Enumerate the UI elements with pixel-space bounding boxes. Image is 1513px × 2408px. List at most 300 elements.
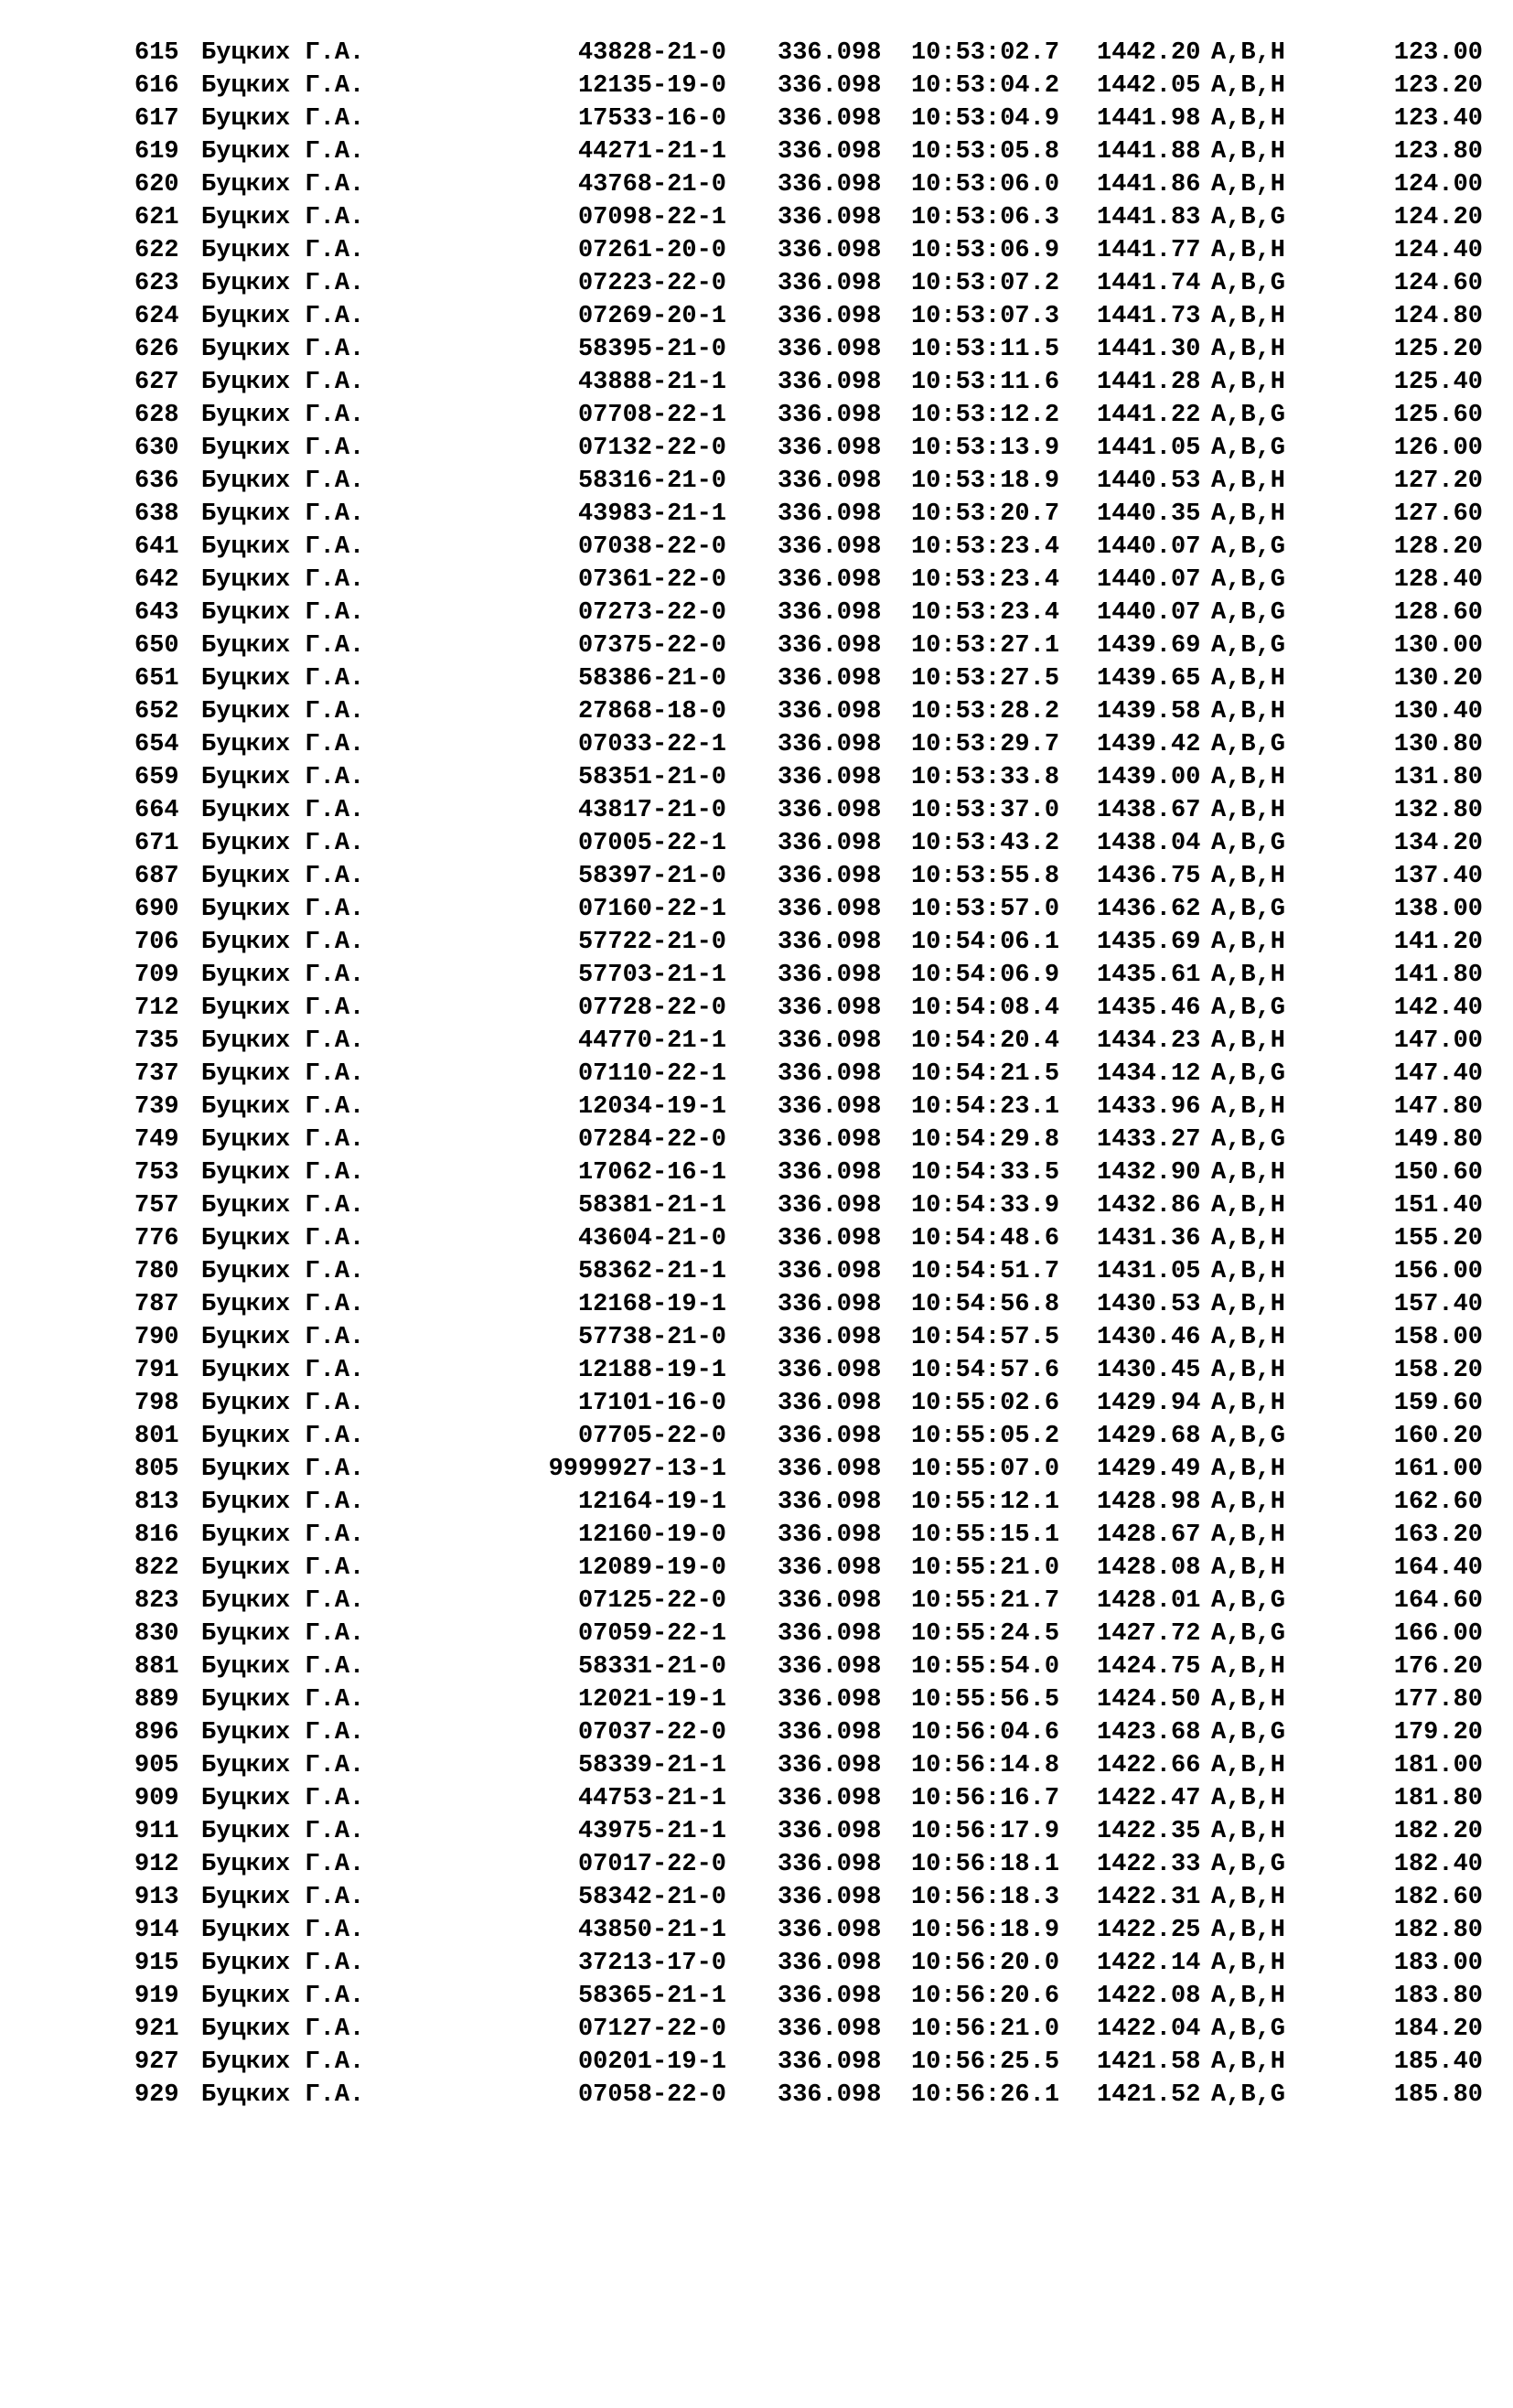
record-id: 58365-21-1: [577, 1983, 726, 2010]
record-id: 12164-19-1: [577, 1489, 726, 1516]
measure-value: 1422.66: [1097, 1752, 1201, 1779]
participant-name: Буцких Г.А.: [201, 2016, 365, 2043]
record-id: 07017-22-0: [577, 1851, 726, 1878]
frequency-value: 336.098: [778, 1357, 882, 1384]
participant-name: Буцких Г.А.: [201, 962, 365, 989]
class-codes: A,B,H: [1211, 1917, 1286, 1944]
table-row: [0, 1321, 1513, 1354]
record-id: 58339-21-1: [577, 1752, 726, 1779]
score-value: 162.60: [1393, 1489, 1483, 1516]
table-row: [0, 992, 1513, 1025]
row-number: 911: [134, 1818, 179, 1845]
table-row: [0, 629, 1513, 662]
row-number: 813: [134, 1489, 179, 1516]
record-id: 58386-21-0: [577, 665, 726, 693]
score-value: 185.80: [1393, 2081, 1483, 2109]
class-codes: A,B,H: [1211, 665, 1286, 693]
row-number: 909: [134, 1785, 179, 1812]
participant-name: Буцких Г.А.: [201, 1489, 365, 1516]
row-number: 905: [134, 1752, 179, 1779]
participant-name: Буцких Г.А.: [201, 171, 365, 199]
score-value: 132.80: [1393, 797, 1483, 824]
frequency-value: 336.098: [778, 797, 882, 824]
class-codes: A,B,H: [1211, 1357, 1286, 1384]
frequency-value: 336.098: [778, 171, 882, 199]
class-codes: A,B,G: [1211, 1423, 1286, 1450]
measure-value: 1442.20: [1097, 39, 1201, 67]
time-value: 10:53:07.3: [911, 303, 1060, 330]
measure-value: 1422.04: [1097, 2016, 1201, 2043]
measure-value: 1429.49: [1097, 1456, 1201, 1483]
class-codes: A,B,H: [1211, 1983, 1286, 2010]
measure-value: 1433.96: [1097, 1093, 1201, 1121]
time-value: 10:54:33.9: [911, 1192, 1060, 1220]
class-codes: A,B,G: [1211, 1587, 1286, 1615]
table-row: [0, 1189, 1513, 1222]
row-number: 627: [134, 369, 179, 396]
measure-value: 1431.05: [1097, 1258, 1201, 1285]
row-number: 638: [134, 500, 179, 528]
measure-value: 1428.08: [1097, 1554, 1201, 1582]
record-id: 07110-22-1: [577, 1060, 726, 1088]
class-codes: A,B,H: [1211, 1258, 1286, 1285]
participant-name: Буцких Г.А.: [201, 632, 365, 660]
measure-value: 1429.94: [1097, 1390, 1201, 1417]
table-row: [0, 1914, 1513, 1947]
time-value: 10:53:06.3: [911, 204, 1060, 231]
measure-value: 1431.36: [1097, 1225, 1201, 1252]
score-value: 127.60: [1393, 500, 1483, 528]
table-row: [0, 1156, 1513, 1189]
class-codes: A,B,H: [1211, 2048, 1286, 2076]
participant-name: Буцких Г.А.: [201, 1291, 365, 1318]
row-number: 615: [134, 39, 179, 67]
row-number: 630: [134, 435, 179, 462]
frequency-value: 336.098: [778, 39, 882, 67]
frequency-value: 336.098: [778, 1390, 882, 1417]
score-value: 128.20: [1393, 533, 1483, 561]
frequency-value: 336.098: [778, 2048, 882, 2076]
time-value: 10:54:48.6: [911, 1225, 1060, 1252]
measure-value: 1441.83: [1097, 204, 1201, 231]
table-row: [0, 1716, 1513, 1749]
participant-name: Буцких Г.А.: [201, 468, 365, 495]
participant-name: Буцких Г.А.: [201, 1456, 365, 1483]
table-row: [0, 1585, 1513, 1618]
time-value: 10:53:07.2: [911, 270, 1060, 297]
frequency-value: 336.098: [778, 237, 882, 264]
measure-value: 1422.25: [1097, 1917, 1201, 1944]
time-value: 10:53:33.8: [911, 764, 1060, 791]
record-id: 07059-22-1: [577, 1620, 726, 1648]
time-value: 10:53:06.9: [911, 237, 1060, 264]
record-id: 12135-19-0: [577, 72, 726, 100]
frequency-value: 336.098: [778, 1884, 882, 1911]
row-number: 643: [134, 599, 179, 627]
score-value: 179.20: [1393, 1719, 1483, 1747]
class-codes: A,B,G: [1211, 1060, 1286, 1088]
frequency-value: 336.098: [778, 1686, 882, 1714]
frequency-value: 336.098: [778, 1159, 882, 1187]
score-value: 160.20: [1393, 1423, 1483, 1450]
class-codes: A,B,H: [1211, 1818, 1286, 1845]
record-id: 43983-21-1: [577, 500, 726, 528]
measure-value: 1440.53: [1097, 468, 1201, 495]
record-id: 12160-19-0: [577, 1521, 726, 1549]
time-value: 10:54:23.1: [911, 1093, 1060, 1121]
measure-value: 1439.42: [1097, 731, 1201, 758]
row-number: 664: [134, 797, 179, 824]
row-number: 620: [134, 171, 179, 199]
row-number: 671: [134, 830, 179, 857]
measure-value: 1441.28: [1097, 369, 1201, 396]
participant-name: Буцких Г.А.: [201, 1620, 365, 1648]
measure-value: 1441.77: [1097, 237, 1201, 264]
record-id: 43817-21-0: [577, 797, 726, 824]
participant-name: Буцких Г.А.: [201, 566, 365, 594]
score-value: 151.40: [1393, 1192, 1483, 1220]
row-number: 896: [134, 1719, 179, 1747]
record-id: 58342-21-0: [577, 1884, 726, 1911]
time-value: 10:54:06.1: [911, 929, 1060, 956]
measure-value: 1424.75: [1097, 1653, 1201, 1681]
class-codes: A,B,H: [1211, 698, 1286, 726]
participant-name: Буцких Г.А.: [201, 929, 365, 956]
row-number: 739: [134, 1093, 179, 1121]
row-number: 822: [134, 1554, 179, 1582]
class-codes: A,B,G: [1211, 2081, 1286, 2109]
class-codes: A,B,H: [1211, 468, 1286, 495]
frequency-value: 336.098: [778, 1027, 882, 1055]
table-row: [0, 201, 1513, 234]
time-value: 10:53:02.7: [911, 39, 1060, 67]
record-id: 58351-21-0: [577, 764, 726, 791]
row-number: 889: [134, 1686, 179, 1714]
time-value: 10:54:29.8: [911, 1126, 1060, 1154]
frequency-value: 336.098: [778, 599, 882, 627]
frequency-value: 336.098: [778, 1917, 882, 1944]
time-value: 10:53:06.0: [911, 171, 1060, 199]
score-value: 123.00: [1393, 39, 1483, 67]
row-number: 642: [134, 566, 179, 594]
time-value: 10:55:15.1: [911, 1521, 1060, 1549]
class-codes: A,B,G: [1211, 632, 1286, 660]
table-row: [0, 1749, 1513, 1782]
measure-value: 1438.67: [1097, 797, 1201, 824]
participant-name: Буцких Г.А.: [201, 1521, 365, 1549]
frequency-value: 336.098: [778, 1192, 882, 1220]
record-id: 12188-19-1: [577, 1357, 726, 1384]
row-number: 790: [134, 1324, 179, 1351]
record-id: 43850-21-1: [577, 1917, 726, 1944]
frequency-value: 336.098: [778, 764, 882, 791]
score-value: 150.60: [1393, 1159, 1483, 1187]
record-id: 07038-22-0: [577, 533, 726, 561]
participant-name: Буцких Г.А.: [201, 698, 365, 726]
table-row: [0, 1453, 1513, 1486]
class-codes: A,B,H: [1211, 797, 1286, 824]
row-number: 659: [134, 764, 179, 791]
table-row: [0, 1255, 1513, 1288]
score-value: 125.20: [1393, 336, 1483, 363]
table-row: [0, 1091, 1513, 1123]
record-id: 07005-22-1: [577, 830, 726, 857]
score-value: 183.00: [1393, 1950, 1483, 1977]
participant-name: Буцких Г.А.: [201, 1587, 365, 1615]
frequency-value: 336.098: [778, 303, 882, 330]
participant-name: Буцких Г.А.: [201, 237, 365, 264]
row-number: 616: [134, 72, 179, 100]
frequency-value: 336.098: [778, 962, 882, 989]
time-value: 10:56:20.0: [911, 1950, 1060, 1977]
record-id: 17101-16-0: [577, 1390, 726, 1417]
class-codes: A,B,G: [1211, 994, 1286, 1022]
record-id: 43828-21-0: [577, 39, 726, 67]
measure-value: 1440.35: [1097, 500, 1201, 528]
row-number: 919: [134, 1983, 179, 2010]
frequency-value: 336.098: [778, 1752, 882, 1779]
score-value: 164.60: [1393, 1587, 1483, 1615]
frequency-value: 336.098: [778, 698, 882, 726]
record-id: 27868-18-0: [577, 698, 726, 726]
class-codes: A,B,H: [1211, 72, 1286, 100]
time-value: 10:53:20.7: [911, 500, 1060, 528]
time-value: 10:55:12.1: [911, 1489, 1060, 1516]
frequency-value: 336.098: [778, 1324, 882, 1351]
table-row: [0, 37, 1513, 70]
measure-value: 1441.88: [1097, 138, 1201, 166]
table-row: [0, 102, 1513, 135]
row-number: 636: [134, 468, 179, 495]
class-codes: A,B,H: [1211, 1785, 1286, 1812]
participant-name: Буцких Г.А.: [201, 435, 365, 462]
table-row: [0, 1222, 1513, 1255]
table-row: [0, 1123, 1513, 1156]
row-number: 830: [134, 1620, 179, 1648]
record-id: 07728-22-0: [577, 994, 726, 1022]
record-id: 17062-16-1: [577, 1159, 726, 1187]
frequency-value: 336.098: [778, 468, 882, 495]
measure-value: 1423.68: [1097, 1719, 1201, 1747]
frequency-value: 336.098: [778, 1225, 882, 1252]
record-id: 17533-16-0: [577, 105, 726, 133]
score-value: 141.20: [1393, 929, 1483, 956]
record-id: 07098-22-1: [577, 204, 726, 231]
frequency-value: 336.098: [778, 731, 882, 758]
frequency-value: 336.098: [778, 138, 882, 166]
table-row: [0, 1420, 1513, 1453]
row-number: 749: [134, 1126, 179, 1154]
participant-name: Буцких Г.А.: [201, 1093, 365, 1121]
row-number: 641: [134, 533, 179, 561]
frequency-value: 336.098: [778, 994, 882, 1022]
measure-value: 1441.98: [1097, 105, 1201, 133]
class-codes: A,B,H: [1211, 303, 1286, 330]
table-row: [0, 1618, 1513, 1650]
table-row: [0, 597, 1513, 629]
record-id: 07261-20-0: [577, 237, 726, 264]
class-codes: A,B,H: [1211, 1653, 1286, 1681]
score-value: 127.20: [1393, 468, 1483, 495]
measure-value: 1422.08: [1097, 1983, 1201, 2010]
participant-name: Буцких Г.А.: [201, 500, 365, 528]
participant-name: Буцких Г.А.: [201, 1159, 365, 1187]
record-id: 12089-19-0: [577, 1554, 726, 1582]
participant-name: Буцких Г.А.: [201, 1225, 365, 1252]
measure-value: 1439.65: [1097, 665, 1201, 693]
time-value: 10:54:06.9: [911, 962, 1060, 989]
time-value: 10:56:17.9: [911, 1818, 1060, 1845]
score-value: 123.40: [1393, 105, 1483, 133]
participant-name: Буцких Г.А.: [201, 764, 365, 791]
participant-name: Буцких Г.А.: [201, 72, 365, 100]
measure-value: 1422.14: [1097, 1950, 1201, 1977]
frequency-value: 336.098: [778, 1521, 882, 1549]
score-value: 176.20: [1393, 1653, 1483, 1681]
participant-name: Буцких Г.А.: [201, 599, 365, 627]
time-value: 10:56:20.6: [911, 1983, 1060, 2010]
score-value: 161.00: [1393, 1456, 1483, 1483]
time-value: 10:56:25.5: [911, 2048, 1060, 2076]
record-id: 07269-20-1: [577, 303, 726, 330]
measure-value: 1424.50: [1097, 1686, 1201, 1714]
record-id: 43604-21-0: [577, 1225, 726, 1252]
frequency-value: 336.098: [778, 1423, 882, 1450]
class-codes: A,B,H: [1211, 1192, 1286, 1220]
frequency-value: 336.098: [778, 929, 882, 956]
frequency-value: 336.098: [778, 1060, 882, 1088]
score-value: 147.80: [1393, 1093, 1483, 1121]
score-value: 130.40: [1393, 698, 1483, 726]
participant-name: Буцких Г.А.: [201, 1785, 365, 1812]
table-row: [0, 333, 1513, 366]
class-codes: A,B,H: [1211, 1390, 1286, 1417]
record-id: 07132-22-0: [577, 435, 726, 462]
table-row: [0, 564, 1513, 597]
time-value: 10:55:54.0: [911, 1653, 1060, 1681]
frequency-value: 336.098: [778, 2081, 882, 2109]
frequency-value: 336.098: [778, 863, 882, 890]
participant-name: Буцких Г.А.: [201, 1324, 365, 1351]
frequency-value: 336.098: [778, 830, 882, 857]
time-value: 10:53:11.6: [911, 369, 1060, 396]
record-id: 9999927-13-1: [548, 1456, 726, 1483]
table-row: [0, 662, 1513, 695]
frequency-value: 336.098: [778, 665, 882, 693]
class-codes: A,B,G: [1211, 204, 1286, 231]
record-id: 44753-21-1: [577, 1785, 726, 1812]
time-value: 10:53:23.4: [911, 533, 1060, 561]
table-row: [0, 926, 1513, 959]
record-id: 37213-17-0: [577, 1950, 726, 1977]
class-codes: A,B,H: [1211, 1324, 1286, 1351]
results-table: [0, 37, 1513, 2112]
frequency-value: 336.098: [778, 1653, 882, 1681]
frequency-value: 336.098: [778, 566, 882, 594]
score-value: 128.40: [1393, 566, 1483, 594]
frequency-value: 336.098: [778, 1851, 882, 1878]
row-number: 914: [134, 1917, 179, 1944]
row-number: 709: [134, 962, 179, 989]
participant-name: Буцких Г.А.: [201, 1423, 365, 1450]
participant-name: Буцких Г.А.: [201, 1983, 365, 2010]
table-row: [0, 1387, 1513, 1420]
score-value: 149.80: [1393, 1126, 1483, 1154]
record-id: 58397-21-0: [577, 863, 726, 890]
class-codes: A,B,H: [1211, 1521, 1286, 1549]
measure-value: 1421.52: [1097, 2081, 1201, 2109]
time-value: 10:53:27.5: [911, 665, 1060, 693]
measure-value: 1421.58: [1097, 2048, 1201, 2076]
time-value: 10:53:18.9: [911, 468, 1060, 495]
class-codes: A,B,G: [1211, 1851, 1286, 1878]
class-codes: A,B,G: [1211, 1126, 1286, 1154]
class-codes: A,B,H: [1211, 369, 1286, 396]
time-value: 10:56:26.1: [911, 2081, 1060, 2109]
class-codes: A,B,G: [1211, 896, 1286, 923]
row-number: 619: [134, 138, 179, 166]
frequency-value: 336.098: [778, 632, 882, 660]
score-value: 123.20: [1393, 72, 1483, 100]
class-codes: A,B,G: [1211, 1620, 1286, 1648]
row-number: 929: [134, 2081, 179, 2109]
participant-name: Буцких Г.А.: [201, 1851, 365, 1878]
time-value: 10:54:51.7: [911, 1258, 1060, 1285]
measure-value: 1434.23: [1097, 1027, 1201, 1055]
table-row: [0, 70, 1513, 102]
table-row: [0, 1815, 1513, 1848]
participant-name: Буцких Г.А.: [201, 1390, 365, 1417]
class-codes: A,B,H: [1211, 171, 1286, 199]
class-codes: A,B,H: [1211, 764, 1286, 791]
row-number: 617: [134, 105, 179, 133]
frequency-value: 336.098: [778, 204, 882, 231]
record-id: 12168-19-1: [577, 1291, 726, 1318]
table-row: [0, 1683, 1513, 1716]
row-number: 737: [134, 1060, 179, 1088]
record-id: 12034-19-1: [577, 1093, 726, 1121]
measure-value: 1422.33: [1097, 1851, 1201, 1878]
class-codes: A,B,H: [1211, 1159, 1286, 1187]
participant-name: Буцких Г.А.: [201, 303, 365, 330]
time-value: 10:56:18.3: [911, 1884, 1060, 1911]
table-row: [0, 498, 1513, 531]
participant-name: Буцких Г.А.: [201, 2048, 365, 2076]
class-codes: A,B,G: [1211, 731, 1286, 758]
score-value: 128.60: [1393, 599, 1483, 627]
measure-value: 1441.73: [1097, 303, 1201, 330]
record-id: 57738-21-0: [577, 1324, 726, 1351]
score-value: 159.60: [1393, 1390, 1483, 1417]
row-number: 687: [134, 863, 179, 890]
row-number: 913: [134, 1884, 179, 1911]
class-codes: A,B,H: [1211, 1489, 1286, 1516]
record-id: 07273-22-0: [577, 599, 726, 627]
row-number: 798: [134, 1390, 179, 1417]
measure-value: 1422.31: [1097, 1884, 1201, 1911]
record-id: 07058-22-0: [577, 2081, 726, 2109]
participant-name: Буцких Г.А.: [201, 1060, 365, 1088]
score-value: 181.00: [1393, 1752, 1483, 1779]
class-codes: A,B,H: [1211, 1884, 1286, 1911]
row-number: 652: [134, 698, 179, 726]
class-codes: A,B,H: [1211, 39, 1286, 67]
time-value: 10:54:20.4: [911, 1027, 1060, 1055]
participant-name: Буцких Г.А.: [201, 1653, 365, 1681]
class-codes: A,B,G: [1211, 533, 1286, 561]
participant-name: Буцких Г.А.: [201, 1752, 365, 1779]
table-row: [0, 695, 1513, 728]
